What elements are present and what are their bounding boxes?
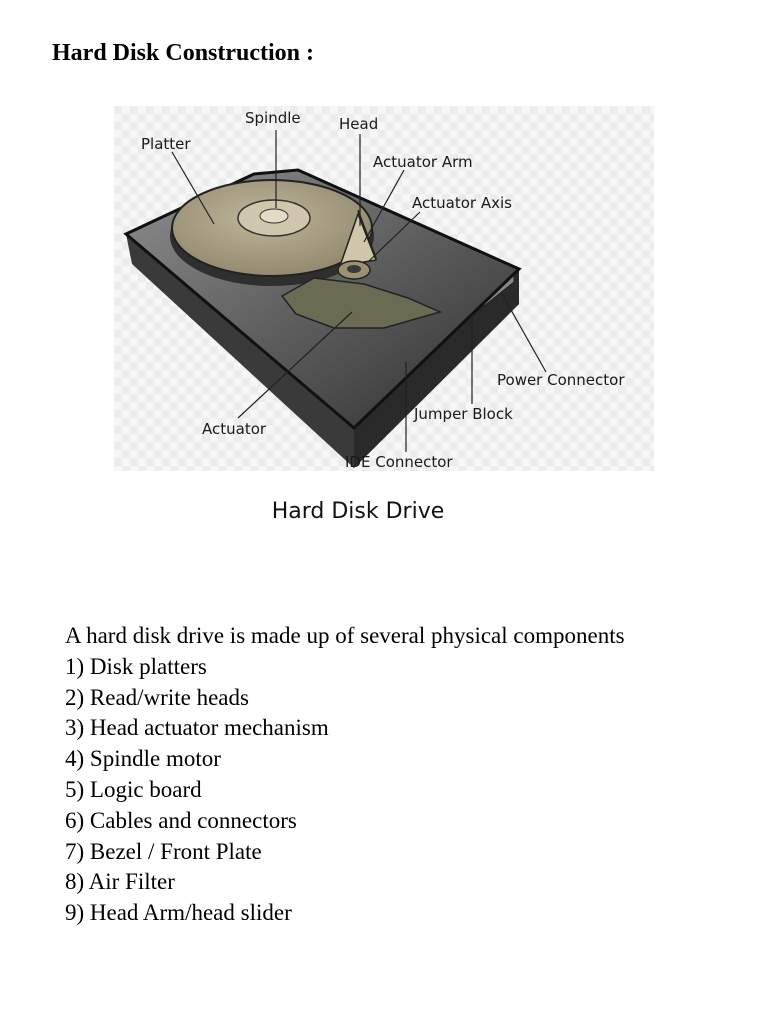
list-item: 3) Head actuator mechanism	[65, 715, 329, 741]
list-item: 7) Bezel / Front Plate	[65, 838, 262, 864]
hard-disk-diagram	[114, 106, 654, 486]
label-power-connector: Power Connector	[497, 371, 625, 389]
page-heading: Hard Disk Construction :	[52, 40, 315, 66]
list-item: 1) Disk platters	[65, 653, 207, 679]
list-item: 4) Spindle motor	[65, 746, 221, 772]
spindle-center	[260, 209, 288, 223]
label-spindle: Spindle	[245, 109, 301, 127]
label-ide-connector: IDE Connector	[345, 453, 453, 471]
actuator-axis-center	[347, 265, 361, 273]
figure-caption: Hard Disk Drive	[271, 499, 445, 524]
intro-paragraph: A hard disk drive is made up of several physical components	[65, 623, 625, 648]
label-platter: Platter	[141, 135, 191, 153]
label-head: Head	[339, 115, 379, 133]
component-list	[65, 652, 625, 929]
label-actuator: Actuator	[202, 420, 267, 438]
list-item: 8) Air Filter	[65, 869, 175, 895]
list-item: 2) Read/write heads	[65, 684, 249, 710]
list-item: 5) Logic board	[65, 776, 202, 802]
list-item: 9) Head Arm/head slider	[65, 900, 292, 926]
label-actuator-arm: Actuator Arm	[373, 153, 473, 171]
label-actuator-axis: Actuator Axis	[412, 194, 512, 212]
list-item: 6) Cables and connectors	[65, 807, 297, 833]
label-jumper-block: Jumper Block	[414, 405, 513, 423]
body-text	[65, 621, 625, 929]
